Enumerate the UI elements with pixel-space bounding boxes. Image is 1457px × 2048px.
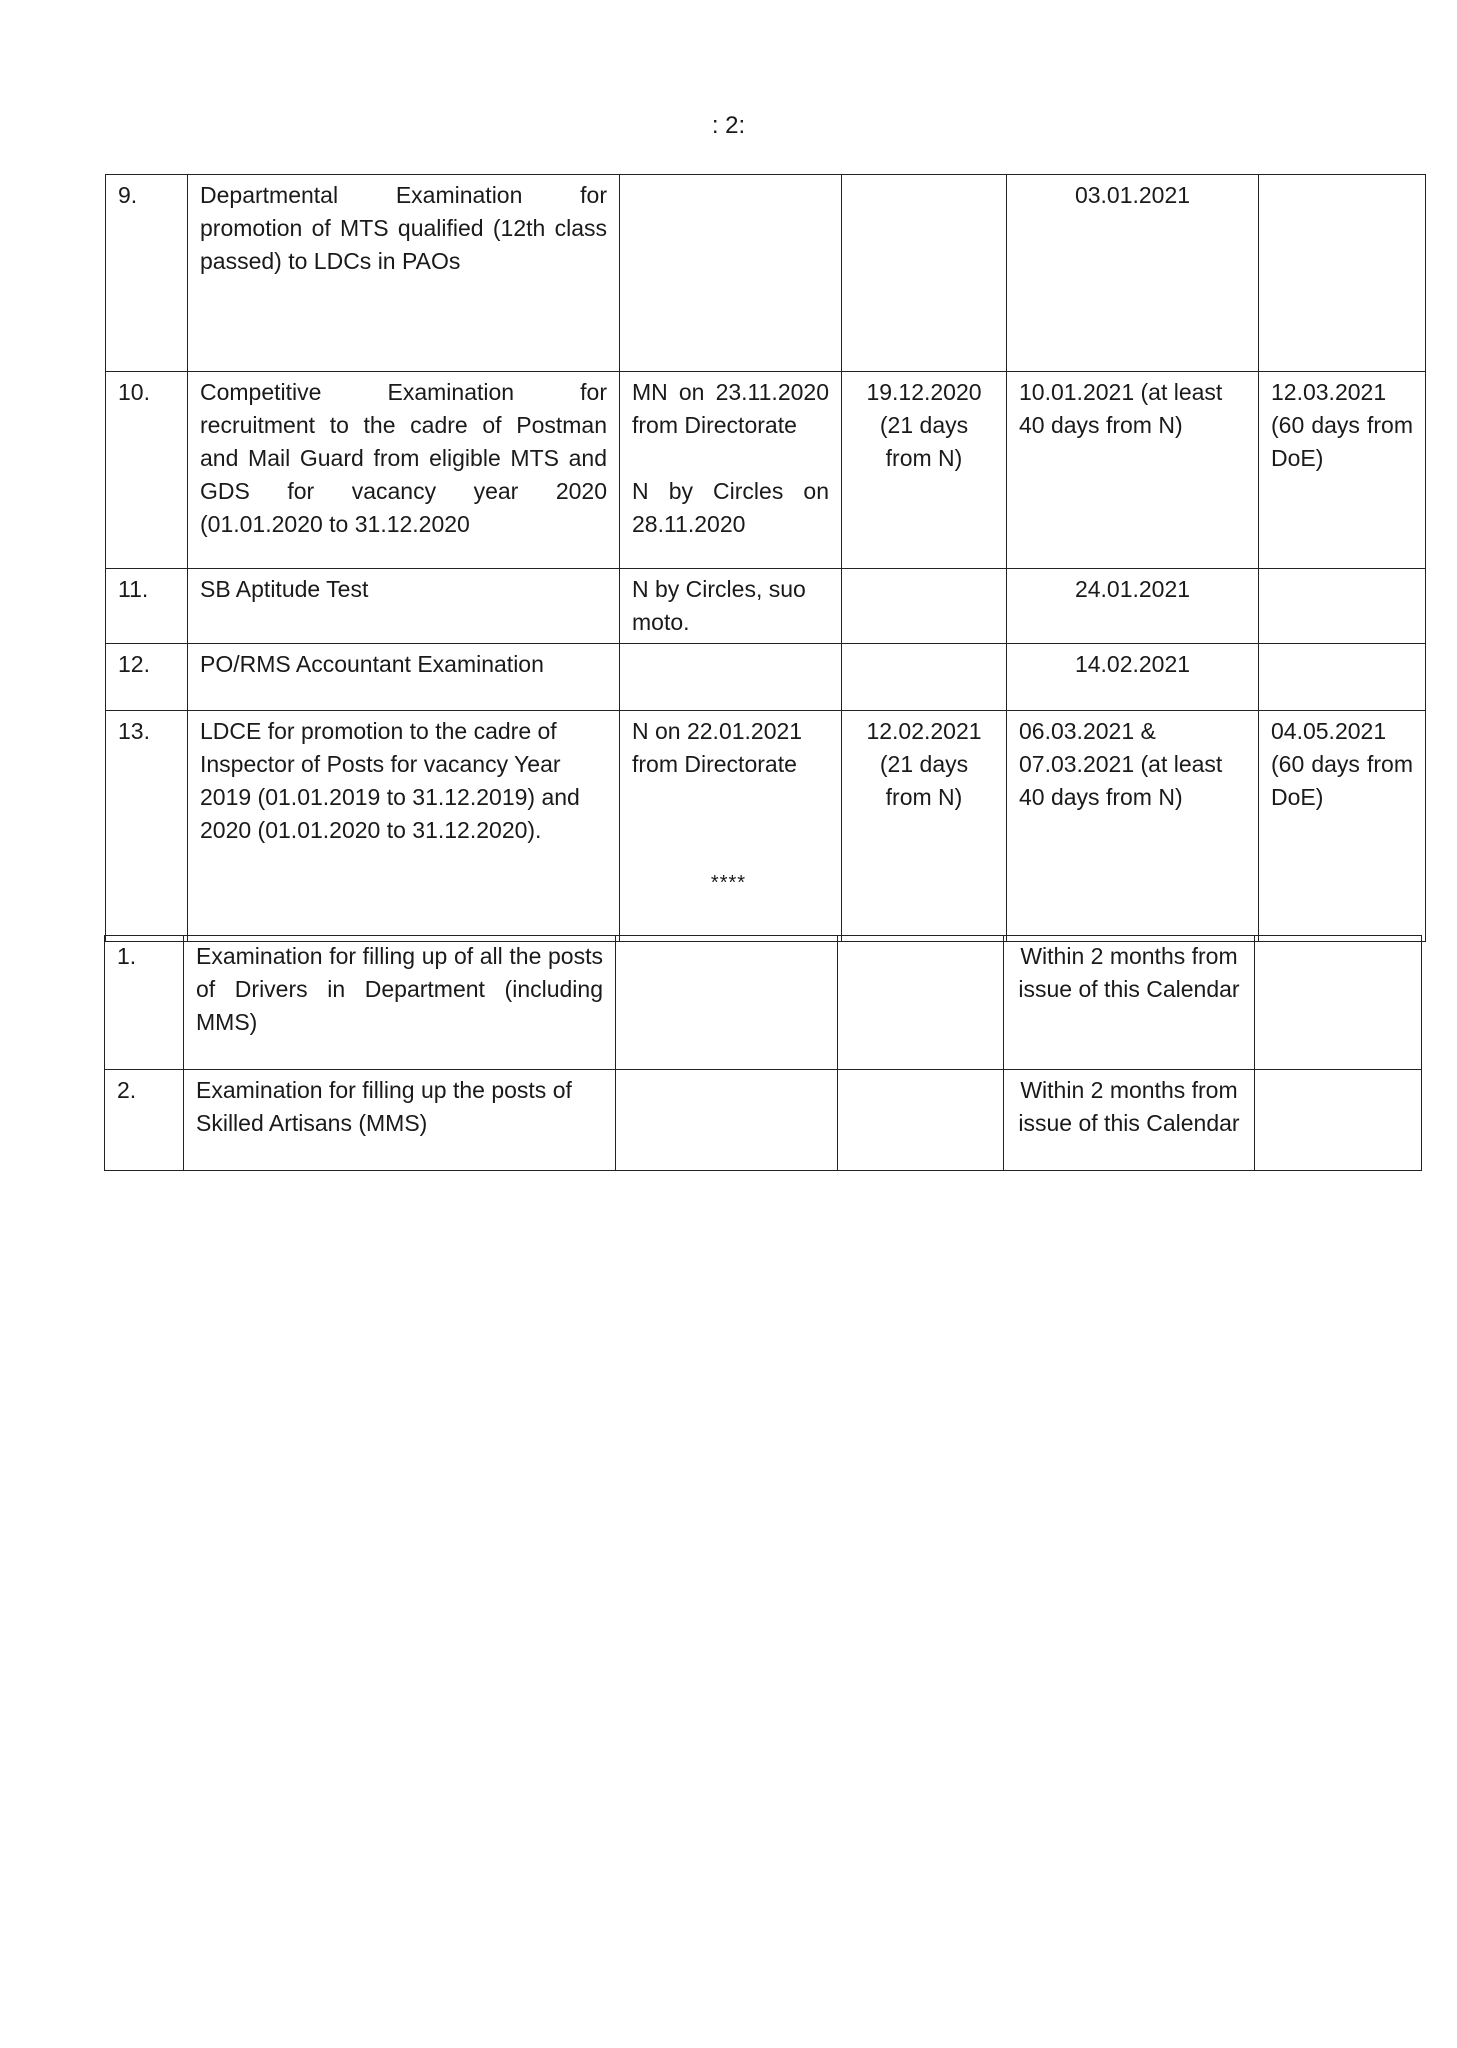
table-row [106, 372, 1426, 569]
notification-cell: N on 22.01.2021 from Directorate [620, 711, 842, 942]
last-date-text: from N) [885, 784, 963, 810]
serial-number-cell: 10. [106, 372, 188, 569]
exam-date-cell: 14.02.2021 [1007, 644, 1259, 711]
exam-date-cell: 10.01.2021 (at least 40 days from N) [1007, 372, 1259, 569]
exam-name-cell: Examination for filling up of all the posts of Drivers in Department (including MMS) [184, 936, 616, 1070]
last-date-cell [838, 1070, 1004, 1171]
last-date-cell [842, 569, 1007, 644]
notification-text: MN on 23.11.2020 from Directorate [632, 379, 829, 438]
last-date-text: 19.12.2020 [866, 379, 982, 405]
exam-name-cell: Examination for filling up the posts of Skilled Artisans (MMS) [184, 1070, 616, 1171]
exam-date-cell: 06.03.2021 & 07.03.2021 (at least 40 days from N) [1007, 711, 1259, 942]
notification-cell [616, 1070, 838, 1171]
table-row [106, 175, 1426, 372]
result-date-cell [1255, 1070, 1422, 1171]
table-row [105, 1070, 1422, 1171]
last-date-text: 12.02.2021 [866, 718, 982, 744]
exam-date-cell: 03.01.2021 [1007, 175, 1259, 372]
last-date-cell [842, 372, 1007, 569]
exam-date-cell: Within 2 months from issue of this Calendar [1004, 1070, 1255, 1171]
result-date-text: 12.03.2021 [1271, 379, 1387, 405]
result-date-cell [1255, 936, 1422, 1070]
serial-number-cell: 1. [105, 936, 184, 1070]
last-date-cell [842, 175, 1007, 372]
result-date-cell [1259, 569, 1426, 644]
exam-date-cell: Within 2 months from issue of this Calendar [1004, 936, 1255, 1070]
notification-cell: N by Circles, suo moto. [620, 569, 842, 644]
exam-name-cell: Competitive Examination for recruitment to the cadre of Postman and Mail Guard from eligible MTS and GDS for vacancy year 2020 (01.01.2020 to 31.12.2020 [188, 372, 620, 569]
serial-number-cell: 12. [106, 644, 188, 711]
notification-text: N by Circles on 28.11.2020 [632, 478, 829, 537]
table-row [106, 711, 1426, 942]
notification-cell [620, 372, 842, 569]
exam-calendar-table [105, 174, 1426, 942]
exam-date-cell: 24.01.2021 [1007, 569, 1259, 644]
section-separator: **** [710, 872, 747, 894]
serial-number-cell: 11. [106, 569, 188, 644]
result-date-text: (60 days from DoE) [1271, 751, 1413, 810]
page-number: : 2: [711, 112, 746, 139]
notification-cell [616, 936, 838, 1070]
exam-name-cell: Departmental Examination for promotion of MTS qualified (12th class passed) to LDCs in PAOs [188, 175, 620, 372]
serial-number-cell: 9. [106, 175, 188, 372]
result-date-text: (60 days from DoE) [1271, 412, 1413, 471]
last-date-text: (21 days [879, 751, 969, 777]
serial-number-cell: 2. [105, 1070, 184, 1171]
notification-cell [620, 644, 842, 711]
table-row [106, 569, 1426, 644]
result-date-cell [1259, 372, 1426, 569]
result-date-text: 04.05.2021 [1271, 718, 1387, 744]
exam-name-cell: LDCE for promotion to the cadre of Inspector of Posts for vacancy Year 2019 (01.01.2019 to 31.12.2019) and 2020 (01.01.2020 to 31.12.2020). [188, 711, 620, 942]
last-date-text: from N) [885, 445, 963, 471]
last-date-cell [838, 936, 1004, 1070]
exam-name-cell: PO/RMS Accountant Examination [188, 644, 620, 711]
result-date-cell [1259, 175, 1426, 372]
last-date-cell [842, 711, 1007, 942]
additional-exam-table [104, 935, 1422, 1171]
result-date-cell [1259, 711, 1426, 942]
exam-name-cell: SB Aptitude Test [188, 569, 620, 644]
table-row [106, 644, 1426, 711]
result-date-cell [1259, 644, 1426, 711]
table-row [105, 936, 1422, 1070]
serial-number-cell: 13. [106, 711, 188, 942]
last-date-cell [842, 644, 1007, 711]
last-date-text: (21 days [879, 412, 969, 438]
notification-cell [620, 175, 842, 372]
